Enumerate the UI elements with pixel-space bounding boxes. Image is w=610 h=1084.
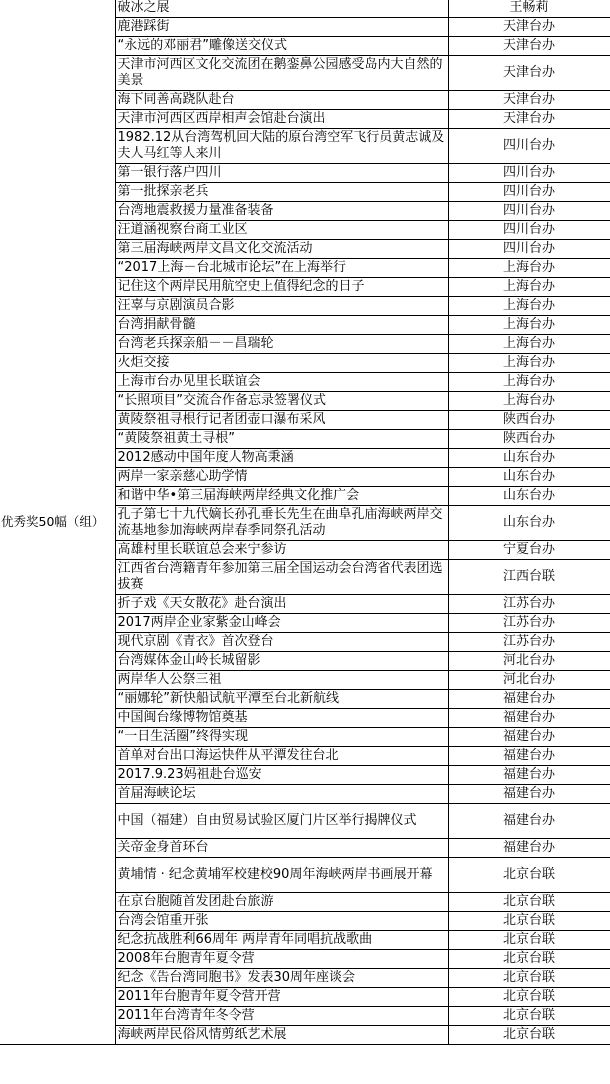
entry-organization: 福建台办: [448, 766, 610, 785]
entry-title: 上海市台办见里长联谊会: [115, 373, 448, 392]
entry-organization: 北京台联: [448, 1007, 610, 1026]
entry-title: 2011年台湾青年冬令营: [115, 1007, 448, 1026]
entry-title: 破冰之展: [115, 0, 448, 18]
entry-organization: 北京台联: [448, 858, 610, 893]
entry-title: 纪念抗战胜利66周年 两岸青年同唱抗战歌曲: [115, 931, 448, 950]
entry-organization: 北京台联: [448, 912, 610, 931]
entry-organization: 四川台办: [448, 129, 610, 164]
entry-title: 1982.12从台湾驾机回大陆的原台湾空军飞行员黄志诚及夫人马红等人来川: [115, 129, 448, 164]
entry-title: 首单对台出口海运快件从平潭发往台北: [115, 747, 448, 766]
entry-title: 江西省台湾籍青年参加第三届全国运动会台湾省代表团选拔赛: [115, 560, 448, 595]
entry-title: 汪道涵视察台商工业区: [115, 221, 448, 240]
entry-title: 黄陵祭祖寻根行记者团壶口瀑布采风: [115, 411, 448, 430]
entry-organization: 北京台联: [448, 950, 610, 969]
entry-title: 天津市河西区文化交流团在鹅銮鼻公园感受岛内大自然的美景: [115, 56, 448, 91]
entry-organization: 福建台办: [448, 709, 610, 728]
entry-organization: 北京台联: [448, 1026, 610, 1045]
entry-title: 两岸一家亲慈心助学情: [115, 468, 448, 487]
entry-organization: 山东台办: [448, 487, 610, 506]
entry-organization: 四川台办: [448, 240, 610, 259]
entry-title: 台湾地震救援力量准备装备: [115, 202, 448, 221]
entry-title: 孔子第七十九代嫡长孙孔垂长先生在曲阜孔庙海峡两岸交流基地参加海峡两岸春季同祭孔活动: [115, 506, 448, 541]
entry-organization: 天津台办: [448, 110, 610, 129]
entry-title: 台湾捐献骨髓: [115, 316, 448, 335]
entry-organization: 上海台办: [448, 335, 610, 354]
entry-organization: 北京台联: [448, 893, 610, 912]
entry-title: 高雄村里长联谊总会来宁参访: [115, 541, 448, 560]
entry-title: 2012感动中国年度人物高秉涵: [115, 449, 448, 468]
entry-organization: 上海台办: [448, 259, 610, 278]
entry-organization: 福建台办: [448, 839, 610, 858]
entry-organization: 天津台办: [448, 37, 610, 56]
entry-organization: 江西台联: [448, 560, 610, 595]
entry-title: 和谐中华•第三届海峡两岸经典文化推广会: [115, 487, 448, 506]
entry-title: 台湾老兵探亲船－－昌瑞轮: [115, 335, 448, 354]
entry-title: 纪念《告台湾同胞书》发表30周年座谈会: [115, 969, 448, 988]
entry-organization: 宁夏台办: [448, 541, 610, 560]
entry-organization: 福建台办: [448, 728, 610, 747]
entry-title: 第一银行落户四川: [115, 164, 448, 183]
entry-title: “2017上海－台北城市论坛”在上海举行: [115, 259, 448, 278]
entry-title: 鹿港踩街: [115, 18, 448, 37]
entry-title: 黄埔情 · 纪念黄埔军校建校90周年海峡两岸书画展开幕: [115, 858, 448, 893]
entry-title: 关帝金身首环台: [115, 839, 448, 858]
entry-organization: 北京台联: [448, 969, 610, 988]
entry-title: 第一批探亲老兵: [115, 183, 448, 202]
entry-organization: 江苏台办: [448, 633, 610, 652]
entry-title: “一日生活圈”终得实现: [115, 728, 448, 747]
entry-organization: 王畅莉: [448, 0, 610, 18]
entry-title: 海峡两岸民俗风情剪纸艺术展: [115, 1026, 448, 1045]
entry-organization: 江苏台办: [448, 614, 610, 633]
entry-organization: 上海台办: [448, 392, 610, 411]
entry-title: 两岸华人公祭三祖: [115, 671, 448, 690]
entry-title: 现代京剧《青衣》首次登台: [115, 633, 448, 652]
entry-organization: 四川台办: [448, 202, 610, 221]
table-row: [0, 0, 610, 18]
entry-title: 天津市河西区西岸相声会馆赴台演出: [115, 110, 448, 129]
award-group-cell: 优秀奖50幅（组）: [0, 0, 115, 1045]
entry-title: 首届海峡论坛: [115, 785, 448, 804]
entry-organization: 江苏台办: [448, 595, 610, 614]
entry-organization: 上海台办: [448, 354, 610, 373]
entry-title: 海下同善高跷队赴台: [115, 91, 448, 110]
entry-organization: 福建台办: [448, 785, 610, 804]
entry-organization: 陕西台办: [448, 411, 610, 430]
entry-organization: 山东台办: [448, 468, 610, 487]
entry-organization: 天津台办: [448, 56, 610, 91]
entry-organization: 四川台办: [448, 221, 610, 240]
entry-organization: 四川台办: [448, 183, 610, 202]
entry-title: 中国（福建）自由贸易试验区厦门片区举行揭牌仪式: [115, 804, 448, 839]
entry-organization: 上海台办: [448, 316, 610, 335]
entry-organization: 山东台办: [448, 449, 610, 468]
entry-title: 台湾媒体金山岭长城留影: [115, 652, 448, 671]
entry-title: “长照项目”交流合作备忘录签署仪式: [115, 392, 448, 411]
entry-title: 2017.9.23妈祖赴台巡安: [115, 766, 448, 785]
entry-title: 中国闽台缘博物馆奠基: [115, 709, 448, 728]
entry-title: 折子戏《天女散花》赴台演出: [115, 595, 448, 614]
entry-title: 2011年台胞青年夏令营开营: [115, 988, 448, 1007]
entry-organization: 福建台办: [448, 690, 610, 709]
entry-organization: 上海台办: [448, 278, 610, 297]
entry-title: 在京台胞随首发团赴台旅游: [115, 893, 448, 912]
entry-organization: 福建台办: [448, 804, 610, 839]
entry-organization: 天津台办: [448, 18, 610, 37]
entry-title: 汪辜与京剧演员合影: [115, 297, 448, 316]
entry-organization: 天津台办: [448, 91, 610, 110]
entry-title: 台湾会馆重开张: [115, 912, 448, 931]
entry-organization: 上海台办: [448, 373, 610, 392]
entry-title: 记住这个两岸民用航空史上值得纪念的日子: [115, 278, 448, 297]
entry-title: 2017两岸企业家紫金山峰会: [115, 614, 448, 633]
entry-title: “黄陵祭祖黄土寻根”: [115, 430, 448, 449]
entry-organization: 山东台办: [448, 506, 610, 541]
entry-title: 火炬交接: [115, 354, 448, 373]
entry-title: “丽娜轮”新快船试航平潭至台北新航线: [115, 690, 448, 709]
entry-organization: 陕西台办: [448, 430, 610, 449]
entry-title: 2008年台胞青年夏令营: [115, 950, 448, 969]
entry-organization: 河北台办: [448, 652, 610, 671]
entry-title: “永远的邓丽君”雕像送交仪式: [115, 37, 448, 56]
entry-organization: 上海台办: [448, 297, 610, 316]
entry-organization: 福建台办: [448, 747, 610, 766]
entry-organization: 河北台办: [448, 671, 610, 690]
entry-organization: 北京台联: [448, 931, 610, 950]
entry-organization: 北京台联: [448, 988, 610, 1007]
entry-organization: 四川台办: [448, 164, 610, 183]
entry-title: 第三届海峡两岸文昌文化交流活动: [115, 240, 448, 259]
